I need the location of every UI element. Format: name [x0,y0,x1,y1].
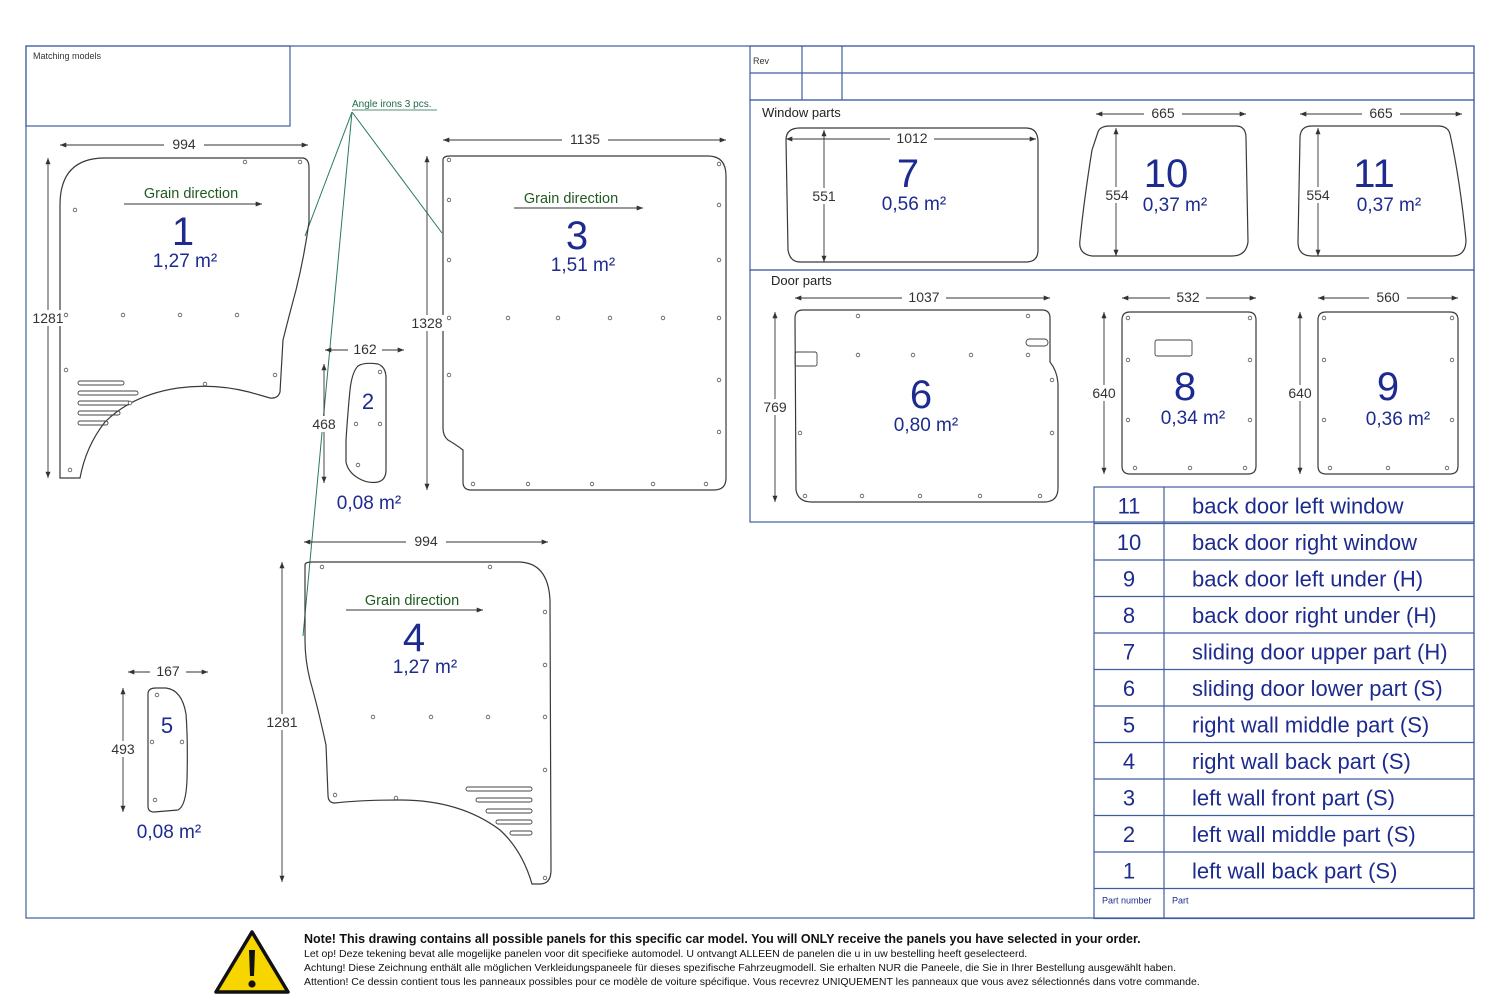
legend-row-number: 8 [1122,602,1136,628]
legend-row-part: back door right window [1192,529,1418,555]
panel-1-width: 994 [172,136,196,152]
legend-row-part: sliding door lower part (S) [1192,675,1443,701]
legend-row-part: right wall back part (S) [1192,748,1411,774]
panel-7 [786,128,1038,262]
panel-2-number: 2 [361,389,375,414]
legend-row-number: 5 [1122,712,1136,738]
panel-2-area: 0,08 m² [336,493,402,514]
panel-3-width: 1135 [569,131,601,147]
panel-4-number: 4 [402,616,426,660]
panel-5-width: 167 [156,663,180,679]
panel-7-width: 1012 [896,130,928,146]
door-parts-label: Door parts [771,273,832,288]
legend-row-part: left wall back part (S) [1192,858,1398,884]
warning-icon [212,928,292,996]
legend-footer-number: Part number [1102,895,1152,906]
panel-10-number: 10 [1143,152,1189,196]
panel-1-area: 1,27 m² [152,251,218,272]
panel-7-number: 7 [896,152,920,196]
panel-9-area: 0,36 m² [1365,409,1431,430]
panel-1-number: 1 [171,210,195,254]
panel-5 [106,663,208,843]
legend-row-number: 2 [1122,821,1136,847]
panel-5-area: 0,08 m² [136,822,202,843]
panel-5-height: 493 [111,741,135,757]
panel-11-area: 0,37 m² [1356,195,1422,216]
notice-line-de: Achtung! Diese Zeichnung enthält alle möglichen Verkleidungspaneele für dieses spezifische Fahrzeugmodell. Sie erhalten NUR die Paneele, die Sie in Ihrer Bestellung ausgewählt haben. [304,962,1177,974]
panel-6-height: 769 [763,399,787,415]
legend-row-number: 9 [1122,566,1136,592]
panel-7-height: 551 [812,188,836,204]
legend-row-part: sliding door upper part (H) [1192,639,1448,665]
panel-4-holes [320,565,547,880]
panel-7-area: 0,56 m² [881,194,947,215]
panel-10-area: 0,37 m² [1142,195,1208,216]
notice-line-fr: Attention! Ce dessin contient tous les panneaux possibles pour ce modèle de voiture spécifique. Vous recevrez UNIQUEMENT les panneaux que vous avez sélectionnés dans votre commande. [304,976,1200,988]
panel-2-width: 162 [353,341,377,357]
panel-8-number: 8 [1173,365,1197,409]
legend-row-number: 1 [1122,858,1136,884]
legend-row-part: back door left window [1192,493,1404,519]
legend-row-part: left wall middle part (S) [1192,821,1416,847]
legend-row-number: 11 [1117,493,1141,519]
panel-10-width: 665 [1151,105,1175,121]
panel-11 [1298,105,1466,256]
rev-label: Rev [753,56,770,66]
legend-row-part: back door right under (H) [1192,602,1437,628]
panel-11-width: 665 [1369,105,1393,121]
panel-2 [308,341,404,514]
panel-4-grain: Grain direction [364,593,460,609]
panel-2-height: 468 [312,416,336,432]
legend-row-number: 4 [1122,748,1136,774]
panel-3-height: 1328 [411,315,443,331]
panel-4 [264,533,551,884]
panel-6 [758,289,1058,502]
panel-3-area: 1,51 m² [550,255,616,276]
panel-4-height: 1281 [266,714,298,730]
panel-3-grain: Grain direction [523,191,619,207]
panel-3 [408,131,726,490]
panel-6-area: 0,80 m² [893,415,959,436]
legend-footer-part: Part [1172,895,1189,906]
panel-11-number: 11 [1353,152,1395,196]
notice-line-nl: Let op! Deze tekening bevat alle mogelijke panelen voor dit specifieke automodel. U ontvangt ALLEEN de panelen die u in uw bestelling heeft geselecteerd. [304,948,1028,960]
order-notice [212,928,1412,998]
panel-11-height: 554 [1306,187,1330,203]
matching-models-label: Matching models [33,51,102,61]
legend-row-part: back door left under (H) [1192,566,1424,592]
panel-6-width: 1037 [908,289,940,305]
panel-9-height: 640 [1288,385,1312,401]
panel-9-width: 560 [1376,289,1400,305]
panel-1-height: 1281 [32,310,64,326]
panel-8-area: 0,34 m² [1160,408,1226,429]
panel-3-number: 3 [565,214,589,258]
panel-10 [1080,105,1248,256]
panel-5-number: 5 [160,713,174,738]
parts-legend [1094,487,1474,919]
panel-8-height: 640 [1092,385,1116,401]
panel-8-width: 532 [1176,289,1200,305]
legend-row-part: right wall middle part (S) [1192,712,1430,738]
panel-9-number: 9 [1376,365,1400,409]
angle-irons-label: Angle irons 3 pcs. [352,99,432,110]
panel-1 [32,136,309,478]
window-parts-label: Window parts [762,105,841,120]
notice-line-en: Note! This drawing contains all possible panels for this specific car model. You will ONLY receive the panels you have selected in your order. [304,932,1141,946]
panel-6-number: 6 [909,373,933,417]
panel-4-width: 994 [414,533,438,549]
panel-9 [1284,289,1458,474]
panel-3-holes [447,158,721,486]
legend-row-number: 10 [1116,529,1142,555]
legend-row-part: left wall front part (S) [1192,785,1395,811]
legend-row-number: 7 [1122,639,1136,665]
panel-4-area: 1,27 m² [392,657,458,678]
panel-1-grain: Grain direction [143,186,239,202]
panel-10-height: 554 [1105,187,1129,203]
legend-row-number: 3 [1122,785,1136,811]
panel-8 [1088,289,1256,474]
legend-row-number: 6 [1122,675,1136,701]
